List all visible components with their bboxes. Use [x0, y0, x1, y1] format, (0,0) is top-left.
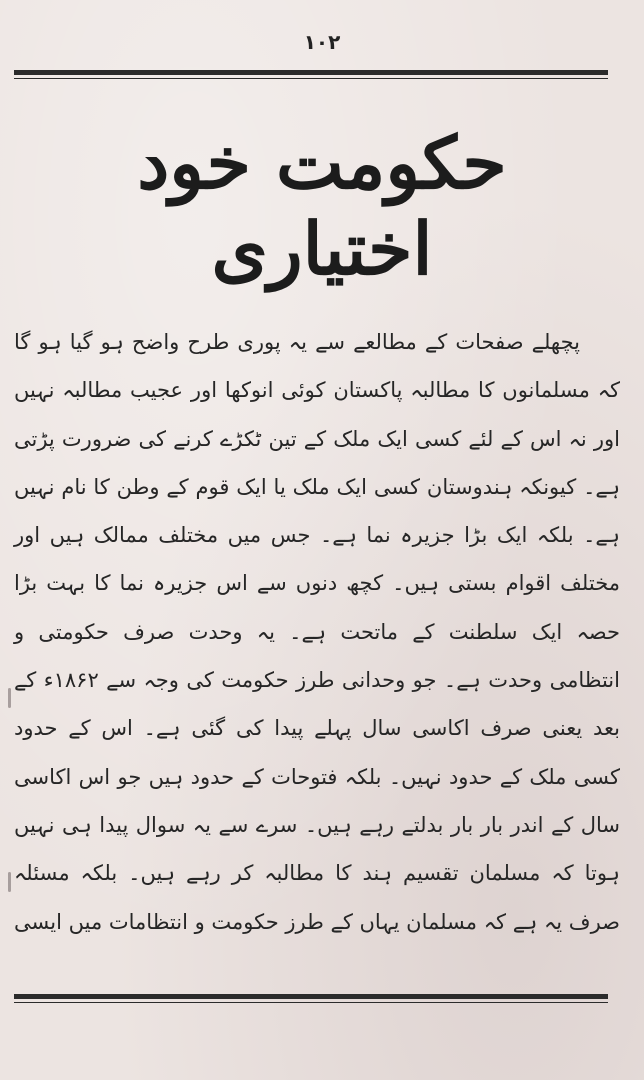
chapter-title: حکومت خود اختیاری: [137, 120, 507, 292]
page-number: ۱۰۲: [303, 30, 341, 54]
body-text: [14, 318, 620, 946]
bottom-rule: [14, 994, 608, 1003]
margin-mark: [8, 688, 11, 708]
margin-mark: [8, 872, 11, 892]
body-paragraph: پچھلے صفحات کے مطالعے سے یہ پوری طرح واضح ہو گیا ہو گا کہ مسلمانوں کا مطالبہ پاکستان کوئی انوکھا اور عجیب مطالبہ نہیں اور نہ اس کے لئے کسی ایک ملک کے تین ٹکڑے کرنے کی ضرورت پڑتی ہے۔ کیونکہ ہندوستان کسی ایک ملک یا ایک قوم کے وطن کا نام نہیں ہے۔ بلکہ ایک بڑا جزیرہ نما ہے۔ جس میں مختلف ممالک ہیں اور مختلف اقوام بستی ہیں۔ کچھ دنوں سے اس جزیرہ نما کا بہت بڑا حصہ ایک سلطنت کے ماتحت ہے۔ یہ وحدت صرف حکومتی و انتظامی وحدت ہے۔ جو وحدانی طرز حکومت کی وجہ سے ۱۸۶۲ء کے بعد یعنی صرف اکاسی سال پہلے پیدا کی گئی ہے۔ اس کے حدود کسی ملک کے حدود نہیں۔ بلکہ فتوحات کے حدود ہیں جو اس اکاسی سال کے اندر بار بار بدلتے رہے ہیں۔ سرے سے یہ سوال پیدا ہی نہیں ہوتا کہ مسلمان تقسیم ہند کا مطالبہ کر رہے ہیں۔ بلکہ مسئلہ صرف یہ ہے کہ مسلمان یہاں کے طرز حکومت و انتظامات میں ایسی: [14, 330, 620, 934]
top-rule: [14, 70, 608, 79]
